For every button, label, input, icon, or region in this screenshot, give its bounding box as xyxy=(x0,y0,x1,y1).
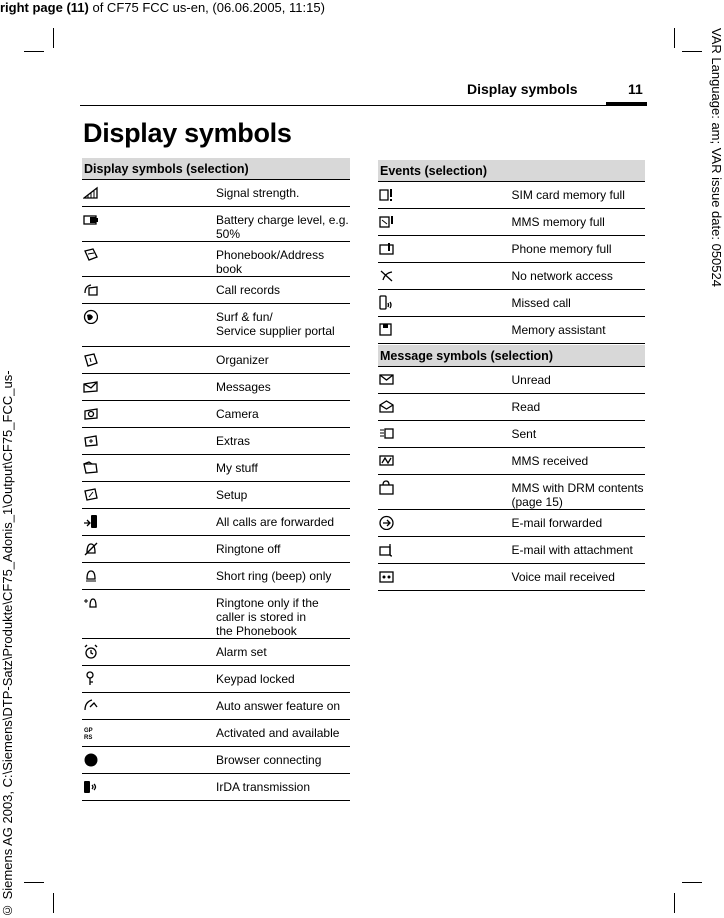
gprs-icon xyxy=(83,725,98,740)
symbol-cell xyxy=(82,590,216,639)
symbol-description: Alarm set xyxy=(216,639,350,666)
table-row xyxy=(378,564,645,591)
display-symbols-table xyxy=(82,158,350,801)
table-row xyxy=(378,510,645,537)
symbol-cell xyxy=(378,537,512,564)
symbol-description: Setup xyxy=(216,482,350,509)
table-row xyxy=(82,455,350,482)
ringtone-phonebook-icon xyxy=(83,595,98,610)
read-icon xyxy=(379,399,394,414)
camera-icon xyxy=(83,406,98,421)
table-row xyxy=(82,693,350,720)
table-heading: Display symbols (selection) xyxy=(82,158,350,180)
table-row xyxy=(82,242,350,277)
symbol-cell xyxy=(82,180,216,207)
auto-answer-icon xyxy=(83,698,98,713)
page-number: 11 xyxy=(628,81,643,97)
table-row xyxy=(82,639,350,666)
table-row xyxy=(82,304,350,347)
symbol-cell xyxy=(82,277,216,304)
sim-full-icon xyxy=(379,187,394,202)
mms-received-icon xyxy=(379,453,394,468)
email-attachment-icon xyxy=(379,542,394,557)
symbol-description: Browser connecting xyxy=(216,747,350,774)
svg-text:GP: GP xyxy=(84,728,93,734)
symbol-cell xyxy=(82,401,216,428)
symbol-description: My stuff xyxy=(216,455,350,482)
symbol-cell xyxy=(82,747,216,774)
symbol-cell xyxy=(82,536,216,563)
symbol-cell xyxy=(82,207,216,242)
symbol-description: Phone memory full xyxy=(512,236,646,263)
table-row xyxy=(82,428,350,455)
header-rule xyxy=(80,105,647,106)
side-text-right: VAR Language: am; VAR issue date: 050524 xyxy=(709,28,724,287)
symbol-description: Keypad locked xyxy=(216,666,350,693)
symbol-description: Ringtone off xyxy=(216,536,350,563)
table-row xyxy=(378,290,645,317)
symbol-cell xyxy=(82,693,216,720)
signal-strength-icon xyxy=(83,185,98,200)
symbol-description: MMS with DRM contents (page 15) xyxy=(512,475,646,510)
crop-mark xyxy=(674,28,675,48)
table-row xyxy=(82,666,350,693)
crop-mark xyxy=(24,51,44,52)
symbol-description: Extras xyxy=(216,428,350,455)
symbol-description: Voice mail received xyxy=(512,564,646,591)
print-info-line xyxy=(0,0,325,15)
print-info-rest: of CF75 FCC us-en, (06.06.2005, 11:15) xyxy=(88,0,325,15)
symbol-cell xyxy=(82,347,216,374)
crop-mark xyxy=(53,28,54,48)
table-row xyxy=(82,482,350,509)
call-forward-icon xyxy=(83,514,98,529)
symbol-description: E-mail forwarded xyxy=(512,510,646,537)
table-row xyxy=(82,747,350,774)
symbol-cell xyxy=(378,182,512,209)
table-row xyxy=(378,182,645,209)
table-row xyxy=(82,374,350,401)
mms-drm-icon xyxy=(379,480,394,495)
email-forwarded-icon xyxy=(379,515,394,530)
alarm-icon xyxy=(83,644,98,659)
symbol-description: MMS received xyxy=(512,448,646,475)
symbol-cell xyxy=(82,563,216,590)
symbol-description: No network access xyxy=(512,263,646,290)
table-row xyxy=(378,394,645,421)
symbol-cell xyxy=(82,242,216,277)
symbol-description: Signal strength. xyxy=(216,180,350,207)
symbol-cell xyxy=(82,482,216,509)
table-row xyxy=(378,537,645,564)
symbol-description: Activated and available xyxy=(216,720,350,747)
symbol-cell xyxy=(378,475,512,510)
crop-mark xyxy=(682,51,702,52)
setup-icon xyxy=(83,487,98,502)
messages-icon xyxy=(83,379,98,394)
symbol-cell xyxy=(82,374,216,401)
symbol-cell xyxy=(378,367,512,394)
crop-mark xyxy=(682,882,702,883)
table-row xyxy=(82,563,350,590)
crop-mark xyxy=(674,893,675,913)
symbol-description: Messages xyxy=(216,374,350,401)
crop-mark xyxy=(24,882,44,883)
table-row xyxy=(82,720,350,747)
symbol-cell xyxy=(378,394,512,421)
print-page-label: right page (11) xyxy=(0,0,89,15)
missed-call-icon xyxy=(379,295,394,310)
symbol-cell xyxy=(378,290,512,317)
table-row xyxy=(82,347,350,374)
table-row xyxy=(82,536,350,563)
table-row xyxy=(82,509,350,536)
symbol-cell xyxy=(378,421,512,448)
table-row xyxy=(82,180,350,207)
symbol-cell xyxy=(82,455,216,482)
symbol-description: Auto answer feature on xyxy=(216,693,350,720)
symbol-cell xyxy=(378,263,512,290)
symbol-cell xyxy=(378,209,512,236)
beep-icon xyxy=(83,568,98,583)
svg-text:RS: RS xyxy=(84,735,93,740)
symbol-description: SIM card memory full xyxy=(512,182,646,209)
browser-connecting-icon xyxy=(83,752,98,767)
table-row xyxy=(378,448,645,475)
table-row xyxy=(82,774,350,801)
symbol-description: Unread xyxy=(512,367,646,394)
page-title: Display symbols xyxy=(83,118,292,148)
events-table xyxy=(378,160,645,344)
symbol-description: Read xyxy=(512,394,646,421)
symbol-description: Organizer xyxy=(216,347,350,374)
globe-icon xyxy=(83,309,98,324)
symbol-description: Phonebook/Address book xyxy=(216,242,350,277)
symbol-cell xyxy=(378,564,512,591)
symbol-cell xyxy=(82,428,216,455)
symbol-description: Sent xyxy=(512,421,646,448)
table-row xyxy=(378,263,645,290)
symbol-description: All calls are forwarded xyxy=(216,509,350,536)
symbol-cell xyxy=(82,509,216,536)
symbol-description: Ringtone only if the caller is stored in the Phonebook xyxy=(216,590,350,639)
table-row xyxy=(82,277,350,304)
symbol-description: Short ring (beep) only xyxy=(216,563,350,590)
table-row xyxy=(378,236,645,263)
symbol-description: E-mail with attachment xyxy=(512,537,646,564)
table-row xyxy=(378,317,645,344)
side-text-left: © Siemens AG 2003, C:\Siemens\DTP-Satz\Produkte\CF75_Adonis_1\Output\CF75_FCC_us- xyxy=(0,370,15,918)
symbol-description: Battery charge level, e.g. 50% xyxy=(216,207,350,242)
header-tab xyxy=(606,102,647,106)
running-header-title: Display symbols xyxy=(467,81,578,97)
symbol-description: IrDA transmission xyxy=(216,774,350,801)
symbol-description: Missed call xyxy=(512,290,646,317)
table-row xyxy=(82,401,350,428)
symbol-cell xyxy=(82,774,216,801)
table-row xyxy=(378,475,645,510)
symbol-description: MMS memory full xyxy=(512,209,646,236)
memory-assistant-icon xyxy=(379,322,394,337)
battery-icon xyxy=(83,212,98,227)
symbol-cell xyxy=(378,448,512,475)
irda-icon xyxy=(83,779,98,794)
voicemail-icon xyxy=(379,569,394,584)
unread-icon xyxy=(379,372,394,387)
symbol-cell xyxy=(378,510,512,537)
phonebook-icon xyxy=(83,247,98,262)
symbol-description: Surf & fun/ Service supplier portal xyxy=(216,304,350,347)
table-row xyxy=(82,207,350,242)
my-stuff-icon xyxy=(83,460,98,475)
table-heading: Events (selection) xyxy=(378,160,645,182)
mms-full-icon xyxy=(379,214,394,229)
symbol-description: Call records xyxy=(216,277,350,304)
table-heading: Message symbols (selection) xyxy=(378,345,645,367)
call-records-icon xyxy=(83,282,98,297)
symbol-cell xyxy=(82,666,216,693)
table-row xyxy=(378,209,645,236)
symbol-description: Memory assistant xyxy=(512,317,646,344)
symbol-cell xyxy=(378,317,512,344)
key-lock-icon xyxy=(83,671,98,686)
symbol-description: Camera xyxy=(216,401,350,428)
organizer-icon xyxy=(83,352,98,367)
phone-memory-full-icon xyxy=(379,241,394,256)
extras-icon xyxy=(83,433,98,448)
symbol-cell xyxy=(82,720,216,747)
message-symbols-table xyxy=(378,345,645,591)
table-row xyxy=(82,590,350,639)
sent-icon xyxy=(379,426,394,441)
ringtone-off-icon xyxy=(83,541,98,556)
table-row xyxy=(378,421,645,448)
symbol-cell xyxy=(82,304,216,347)
symbol-cell xyxy=(82,639,216,666)
symbol-cell xyxy=(378,236,512,263)
crop-mark xyxy=(53,893,54,913)
table-row xyxy=(378,367,645,394)
no-network-icon xyxy=(379,268,394,283)
